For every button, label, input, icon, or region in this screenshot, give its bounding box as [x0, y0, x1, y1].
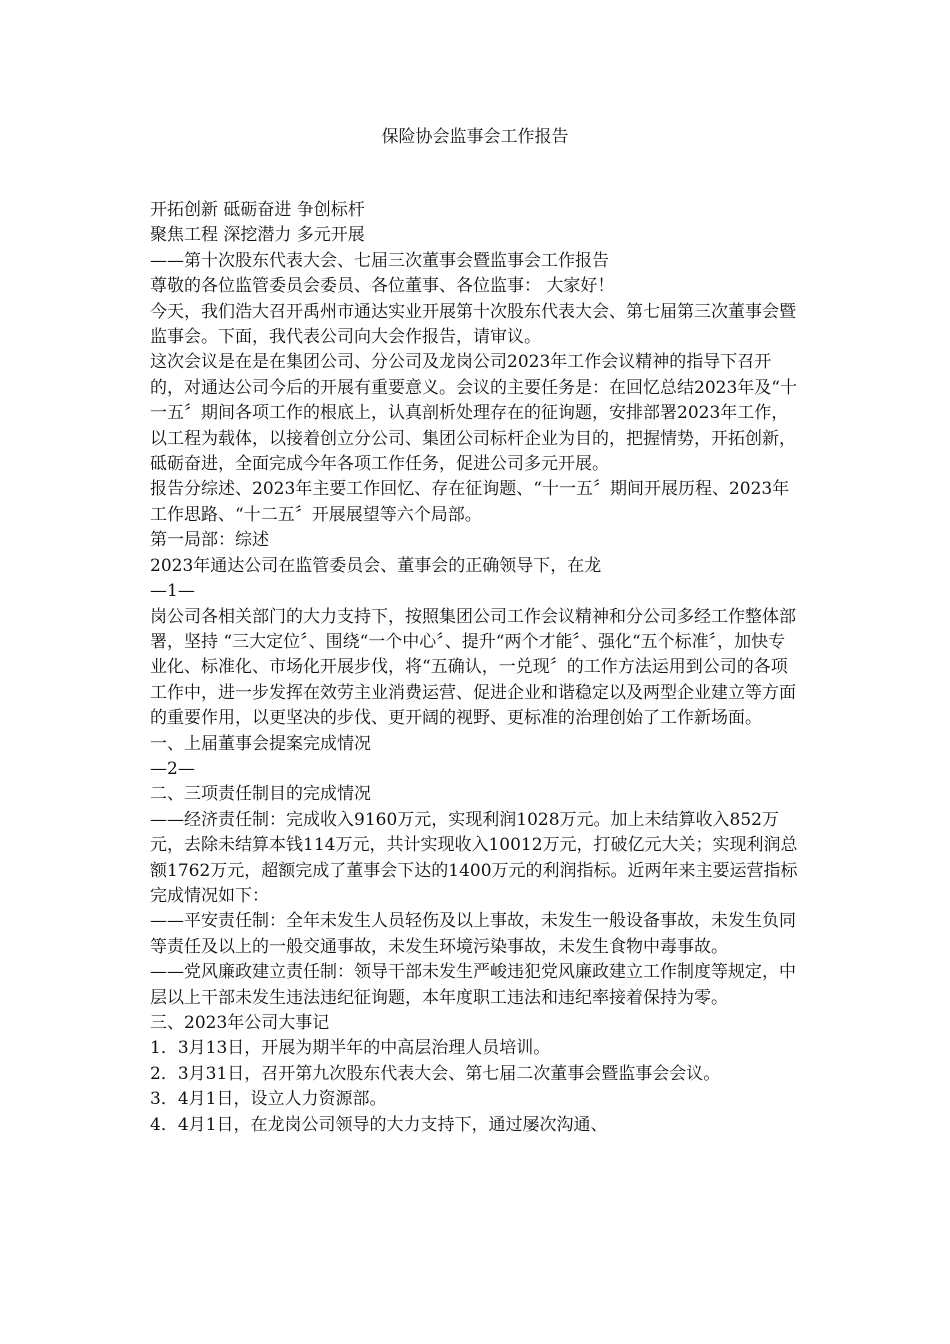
paragraph-safety: ——平安责任制：全年未发生人员轻伤及以上事故，未发生一般设备事故，未发生负同等责任及以上的一般交通事故，未发生环境污染事故，未发生食物中毒事故。 [150, 911, 796, 957]
document-title: 保险协会监事会工作报告 [381, 127, 569, 147]
salutation: 尊敬的各位监管委员会委员、各位董事、各位监事： 大家好！ [150, 276, 615, 297]
event-item: 3．4月1日，设立人力资源部。 [150, 1089, 387, 1110]
slogan-line-2: 聚焦工程 深挖潜力 多元开展 [150, 225, 365, 246]
subsection-heading-3: 三、2023年公司大事记 [150, 1013, 330, 1033]
event-item: 4．4月1日，在龙岗公司领导的大力支持下，通过屡次沟通、 [150, 1114, 608, 1135]
paragraph-outline: 报告分综述、2023年主要工作回忆、存在征询题、“十一五〞期间开展历程、2023年工作思路、“十二五〞开展展望等六个局部。 [150, 479, 790, 525]
event-item: 1．3月13日，开展为期半年的中高层治理人员培训。 [150, 1038, 551, 1059]
event-item: 2．3月31日，召开第九次股东代表大会、第七届二次董事会暨监事会会议。 [150, 1063, 721, 1084]
subsection-heading-1: 一、上届董事会提案完成情况 [150, 733, 371, 754]
page-number-2: —2— [150, 758, 195, 779]
paragraph-overview-start: 2023年通达公司在监管委员会、董事会的正确领导下，在龙 [150, 555, 602, 576]
subsection-heading-2: 二、三项责任制目的完成情况 [150, 784, 371, 805]
paragraph-economic: ——经济责任制：完成收入9160万元，实现利润1028万元。加上未结算收入852万元，去除未结算本钱114万元，共计实现收入10012万元，打破亿元大关；实现利润总额1762万元，超额完成了董事会下达的1400万元的利润指标。近两年来主要运营指标完成情况如下： [150, 809, 798, 906]
document-body [150, 198, 800, 1138]
paragraph-overview-cont: 岗公司各相关部门的大力支持下，按照集团公司工作会议精神和分公司多经工作整体部署，坚持 “三大定位〞、围绕“一个中心〞、提升“两个才能〞、强化“五个标准〞，加快专业化、标准化、市场化开展步伐，将“五确认，一兑现〞的工作方法运用到公司的各项工作中，进一步发挥在效劳主业消费运营、促进企业和谐稳定以及两型企业建立等方面的重要作用，以更坚决的步伐、更开阔的视野、更标准的治理创始了工作新场面。 [150, 606, 796, 729]
page-number-1: —1— [150, 581, 195, 602]
paragraph-meeting: 这次会议是在是在集团公司、分公司及龙岗公司2023年工作会议精神的指导下召开的，对通达公司今后的开展有重要意义。会议的主要任务是：在回忆总结2023年及“十一五〞期间各项工作的根底上，认真剖析处理存在的征询题，安排部署2023年工作，以工程为载体，以接着创立分公司、集团公司标杆企业为目的，把握情势，开拓创新，砥砺奋进，全面完成今年各项工作任务，促进公司多元开展。 [150, 352, 797, 475]
paragraph-integrity: ——党风廉政建立责任制：领导干部未发生严峻违犯党风廉政建立工作制度等规定，中层以上干部未发生违法违纪征询题，本年度职工违法和违纪率接着保持为零。 [150, 962, 796, 1008]
section-heading-1: 第一局部：综述 [150, 530, 269, 551]
report-subtitle: ——第十次股东代表大会、七届三次董事会暨监事会工作报告 [150, 250, 609, 271]
slogan-line-1: 开拓创新 砥砺奋进 争创标杆 [150, 200, 365, 220]
paragraph-intro: 今天，我们浩大召开禹州市通达实业开展第十次股东代表大会、第七届第三次董事会暨监事会。下面，我代表公司向大会作报告，请审议。 [150, 301, 796, 348]
